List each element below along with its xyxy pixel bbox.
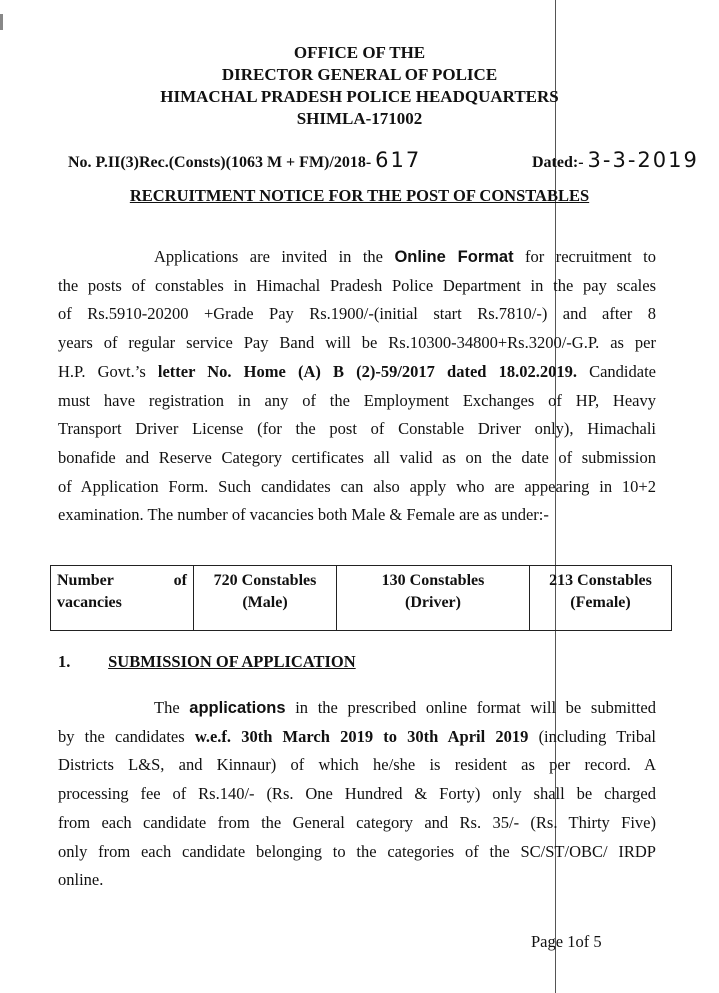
section-number: 1. xyxy=(58,652,71,671)
dated-label: Dated:- xyxy=(532,154,584,171)
driver-vacancies-cell xyxy=(337,566,530,631)
intro-line-6: must have registration in any of the Employment Exchanges of HP, Heavy xyxy=(58,390,656,410)
vacancies-header-of: of xyxy=(173,572,187,589)
section-1-heading xyxy=(58,652,356,672)
male-vacancies-cell xyxy=(194,566,337,631)
submission-line-2a: by the candidates xyxy=(58,726,195,746)
applications-text: applications xyxy=(189,699,286,717)
table-row xyxy=(51,566,672,631)
reference-number-handwritten: 617 xyxy=(375,148,422,172)
letterhead-line-2: DIRECTOR GENERAL OF POLICE xyxy=(221,65,498,84)
male-count: 720 Constables xyxy=(213,572,317,589)
submission-line-3: Districts L&S, and Kinnaur) of which he/she is resident as per record. A xyxy=(58,755,656,775)
letterhead-line-3: HIMACHAL PRADESH POLICE HEADQUARTERS xyxy=(160,87,559,106)
letterhead-line-4: SHIMLA-171002 xyxy=(296,109,423,128)
intro-line-4: years of regular service Pay Band will be Rs.10300-34800+Rs.3200/-G.P. as per xyxy=(58,333,656,353)
intro-line-1c: for recruitment to xyxy=(513,247,657,266)
submission-line-4: processing fee of Rs.140/- (Rs. One Hundred & Forty) only shall be charged xyxy=(58,784,656,804)
female-label: (Female) xyxy=(570,594,631,611)
application-dates: w.e.f. 30th March 2019 to 30th April 2019 xyxy=(194,726,529,746)
submission-line-1a: The xyxy=(154,698,190,717)
vacancies-header-line-1 xyxy=(57,570,187,592)
vacancies-header-word: Number xyxy=(57,572,114,589)
vacancies-table xyxy=(50,565,672,631)
intro-line-5c: Candidate xyxy=(576,361,656,381)
intro-line-5a: H.P. Govt.’s xyxy=(58,361,158,381)
submission-line-2 xyxy=(58,723,656,752)
intro-line-10: examination. The number of vacancies both Male & Female are as under:- xyxy=(58,505,549,525)
female-vacancies-cell xyxy=(530,566,672,631)
submission-line-6: only from each candidate belonging to the categories of the SC/ST/OBC/ IRDP xyxy=(58,841,656,861)
intro-line-1 xyxy=(58,243,656,272)
intro-line-8: bonafide and Reserve Category certificates all valid as on the date of submission xyxy=(58,447,656,467)
letterhead xyxy=(0,42,719,130)
reference-number: No. P.II(3)Rec.(Consts)(1063 M + FM)/2018- xyxy=(68,154,372,171)
submission-line-1 xyxy=(58,694,656,723)
vacancies-header-cell xyxy=(51,566,194,631)
govt-letter-reference: letter No. Home (A) B (2)-59/2017 dated 18.02.2019. xyxy=(157,361,577,381)
submission-paragraph xyxy=(58,694,656,895)
driver-label: (Driver) xyxy=(405,594,461,611)
section-title: SUBMISSION OF APPLICATION xyxy=(108,652,356,671)
intro-line-3: of Rs.5910-20200 +Grade Pay Rs.1900/-(initial start Rs.7810/-) and after 8 xyxy=(58,304,656,324)
submission-line-7: online. xyxy=(58,870,104,890)
online-format-text: Online Format xyxy=(394,248,514,266)
submission-line-1c: in the prescribed online format will be submitted xyxy=(285,698,656,717)
submission-line-5: from each candidate from the General category and Rs. 35/- (Rs. Thirty Five) xyxy=(58,812,656,832)
submission-line-2c: (including Tribal xyxy=(528,726,657,746)
page-number: Page 1of 5 xyxy=(531,932,602,951)
driver-count: 130 Constables xyxy=(381,572,485,589)
letterhead-line-1: OFFICE OF THE xyxy=(293,43,426,62)
date-handwritten: 3-3-2019 xyxy=(587,148,699,172)
intro-line-9: of Application Form. Such candidates can also apply who are appearing in 10+2 xyxy=(58,476,656,496)
intro-line-7: Transport Driver License (for the post of Constable Driver only), Himachali xyxy=(58,419,656,439)
intro-line-1a: Applications are invited in the xyxy=(154,247,395,266)
female-count: 213 Constables xyxy=(549,572,652,589)
intro-paragraph xyxy=(58,243,656,530)
notice-title: RECRUITMENT NOTICE FOR THE POST OF CONSTABLES xyxy=(129,186,590,205)
intro-line-5 xyxy=(58,358,656,387)
scan-edge-mark xyxy=(0,14,3,30)
male-label: (Male) xyxy=(242,594,288,611)
vacancies-header-line-2: vacancies xyxy=(57,594,122,611)
intro-line-2: the posts of constables in Himachal Pradesh Police Department in the pay scales xyxy=(58,275,656,295)
